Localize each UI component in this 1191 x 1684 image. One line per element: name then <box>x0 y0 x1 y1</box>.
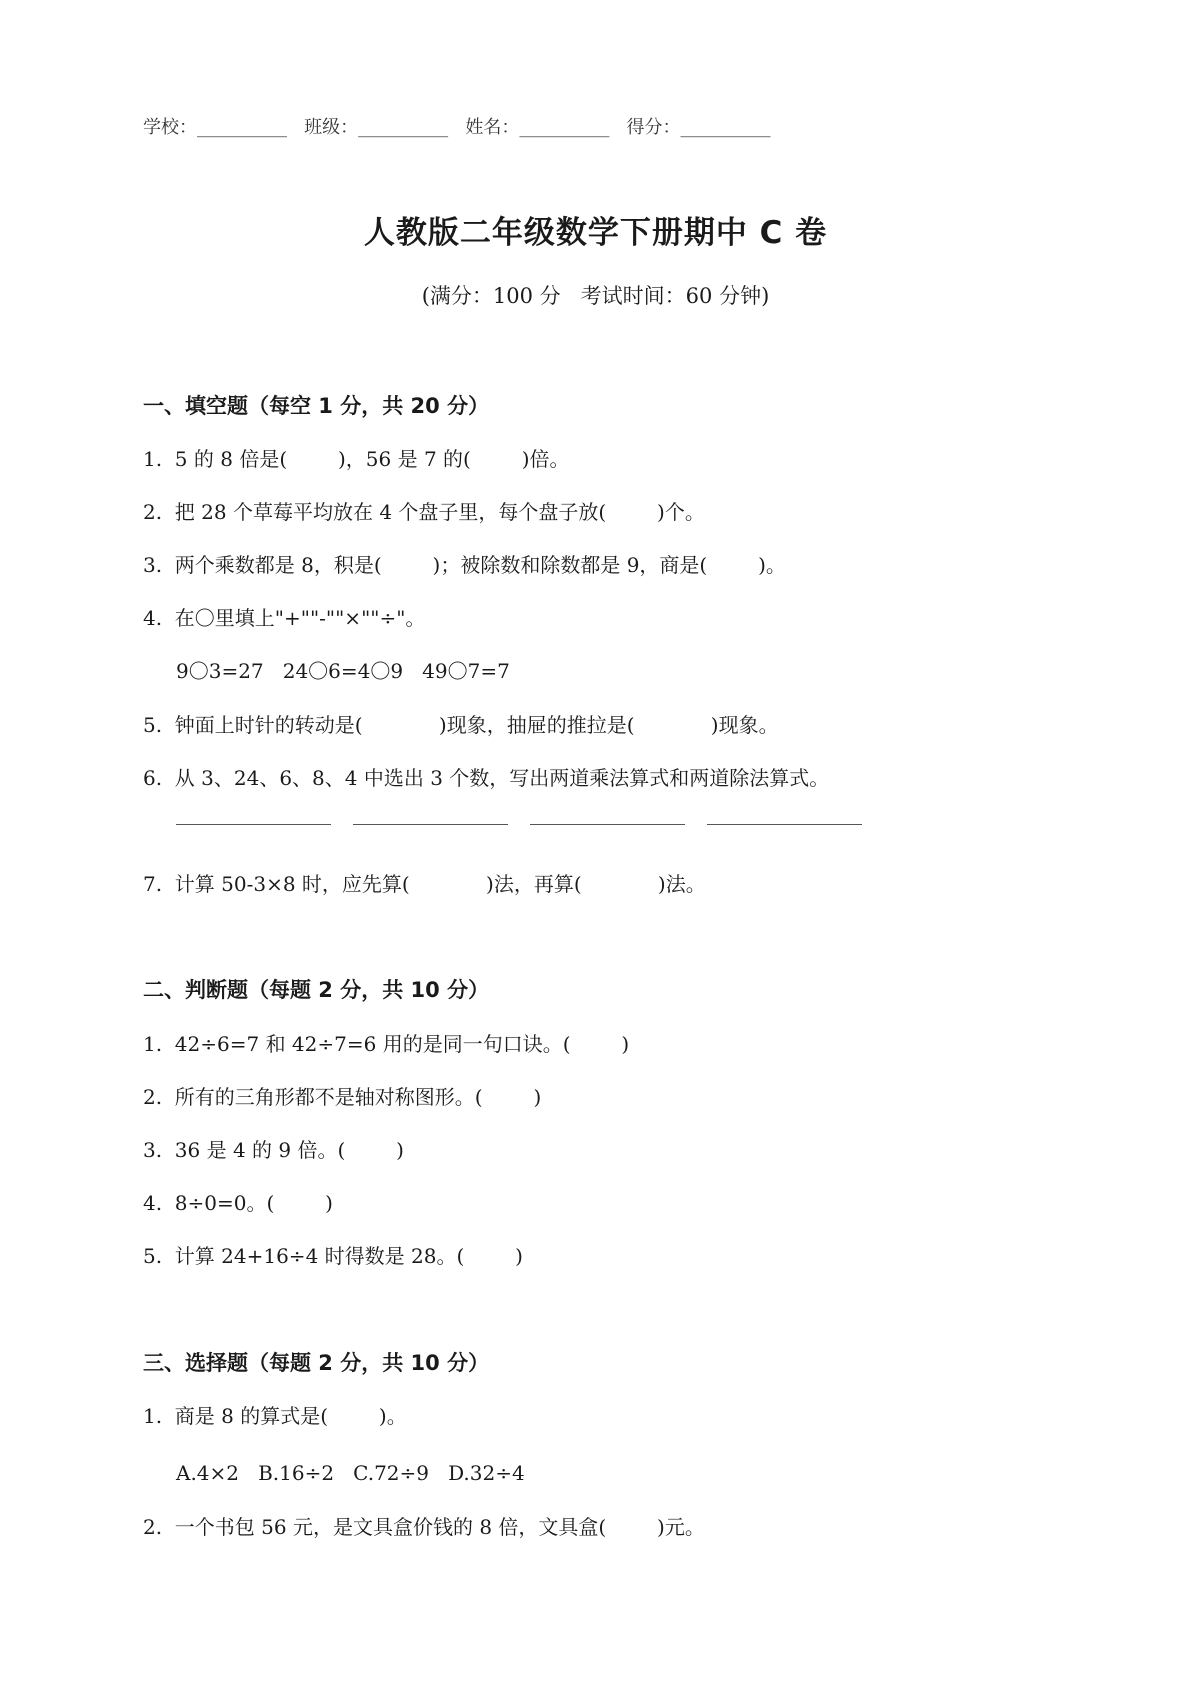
question-1-6: 6. 从 3、24、6、8、4 中选出 3 个数，写出两道乘法算式和两道除法算式。 <box>143 766 830 790</box>
section-heading-fill-blank: 一、填空题（每空 1 分，共 20 分） <box>143 394 490 418</box>
question-3-2: 2. 一个书包 56 元，是文具盒价钱的 8 倍，文具盒( )元。 <box>143 1515 705 1539</box>
section-heading-true-false: 二、判断题（每题 2 分，共 10 分） <box>143 978 490 1002</box>
question-1-7: 7. 计算 50-3×8 时，应先算( )法，再算( )法。 <box>143 872 706 896</box>
section-heading-multiple-choice: 三、选择题（每题 2 分，共 10 分） <box>143 1351 490 1375</box>
question-1-2: 2. 把 28 个草莓平均放在 4 个盘子里，每个盘子放( )个。 <box>143 500 705 524</box>
question-2-1: 1. 42÷6=7 和 42÷7=6 用的是同一句口诀。( ) <box>143 1032 630 1056</box>
student-info-fields: 学校：__________ 班级：__________ 姓名：__________ 得分：__________ <box>143 117 771 138</box>
question-2-2: 2. 所有的三角形都不是轴对称图形。( ) <box>143 1085 542 1109</box>
answer-blank-line[interactable] <box>707 823 862 825</box>
question-2-5: 5. 计算 24+16÷4 时得数是 28。( ) <box>143 1244 523 1268</box>
question-1-4: 4. 在〇里填上"+""-""×""÷"。 <box>143 606 426 630</box>
question-3-1: 1. 商是 8 的算式是( )。 <box>143 1404 407 1428</box>
exam-subtitle: (满分：100 分 考试时间：60 分钟) <box>421 284 770 308</box>
question-1-5: 5. 钟面上时针的转动是( )现象，抽屉的推拉是( )现象。 <box>143 713 779 737</box>
question-2-3: 3. 36 是 4 的 9 倍。( ) <box>143 1138 404 1162</box>
answer-blank-line[interactable] <box>353 823 508 825</box>
question-1-3: 3. 两个乘数都是 8，积是( )；被除数和除数都是 9，商是( )。 <box>143 553 786 577</box>
answer-blank-line[interactable] <box>530 823 685 825</box>
question-3-1-options: A.4×2 B.16÷2 C.72÷9 D.32÷4 <box>176 1461 525 1485</box>
answer-blank-row <box>176 823 862 825</box>
question-1-4-sub: 9〇3=27 24〇6=4〇9 49〇7=7 <box>176 659 510 683</box>
answer-blank-line[interactable] <box>176 823 331 825</box>
question-2-4: 4. 8÷0=0。( ) <box>143 1191 333 1215</box>
question-1-1: 1. 5 的 8 倍是( )，56 是 7 的( )倍。 <box>143 447 570 471</box>
exam-title: 人教版二年级数学下册期中 C 卷 <box>363 215 828 251</box>
